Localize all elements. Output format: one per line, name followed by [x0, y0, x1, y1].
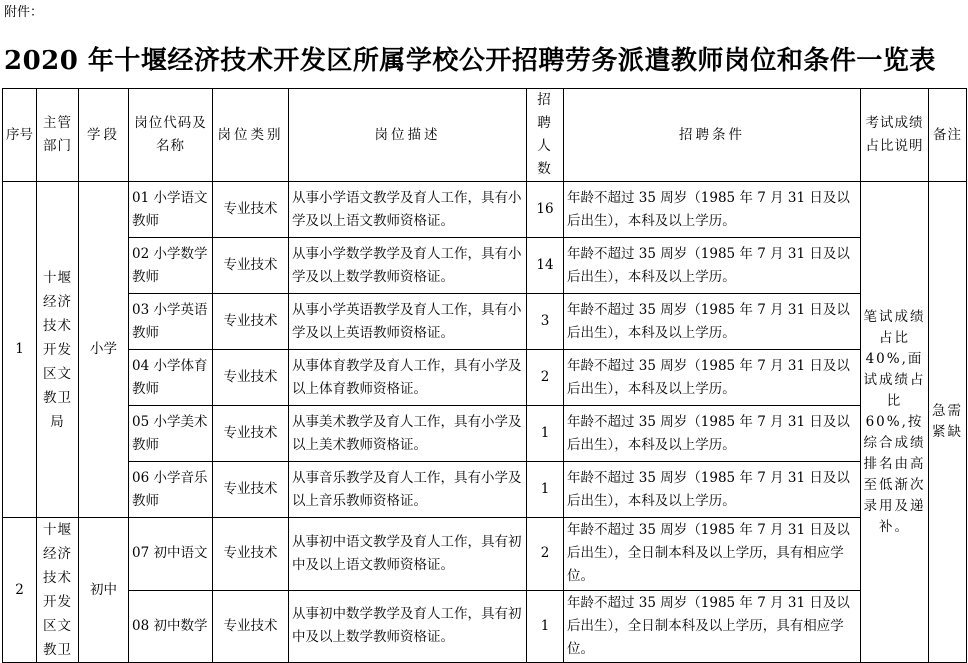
- position-code: 08 初中数学: [129, 590, 213, 663]
- group-stage: 初中: [79, 518, 129, 663]
- position-category: 专业技术: [213, 590, 289, 663]
- group-dept: 十堰经济技术开发区文教卫局: [37, 182, 79, 518]
- table-row: [3, 462, 967, 518]
- position-conditions: 年龄不超过 35 周岁（1985 年 7 月 31 日及以后出生），全日制本科及以上学历，具有相应学位。: [564, 518, 861, 591]
- header-count: 招聘人数: [527, 89, 564, 182]
- position-code: 05 小学美术教师: [129, 406, 213, 462]
- header-position-code: 岗位代码及名称: [129, 89, 213, 182]
- position-conditions: 年龄不超过 35 周岁（1985 年 7 月 31 日及以后出生），本科及以上学历。: [564, 462, 861, 518]
- header-dept: 主管部门: [37, 89, 79, 182]
- position-conditions: 年龄不超过 35 周岁（1985 年 7 月 31 日及以后出生），本科及以上学历。: [564, 182, 861, 238]
- position-count: 14: [527, 238, 564, 294]
- position-description: 从事初中数学教学及育人工作，具有初中及以上数学教师资格证。: [289, 590, 527, 663]
- header-row: [3, 89, 967, 182]
- attachment-label: 附件：: [4, 5, 44, 20]
- group-dept: 十堰经济技术开发区文教卫: [37, 518, 79, 663]
- table-row: [3, 182, 967, 238]
- header-exam-ratio: 考试成绩占比说明: [861, 89, 929, 182]
- position-category: 专业技术: [213, 462, 289, 518]
- position-description: 从事小学语文教学及育人工作，具有小学及以上语文教师资格证。: [289, 182, 527, 238]
- position-count: 3: [527, 294, 564, 350]
- position-description: 从事音乐教学及育人工作，具有小学及以上音乐教师资格证。: [289, 462, 527, 518]
- position-count: 2: [527, 350, 564, 406]
- table-row: [3, 294, 967, 350]
- header-seq: 序号: [3, 89, 37, 182]
- position-count: 1: [527, 406, 564, 462]
- position-count: 1: [527, 590, 564, 663]
- position-code: 07 初中语文: [129, 518, 213, 591]
- position-description: 从事小学数学教学及育人工作，具有小学及以上数学教师资格证。: [289, 238, 527, 294]
- exam-ratio-note: 笔试成绩占比 40%,面试成绩占比 60%,按综合成绩排名由高至低渐次录用及递补。: [861, 182, 929, 663]
- table-row: [3, 350, 967, 406]
- header-category: 岗位类别: [213, 89, 289, 182]
- position-conditions: 年龄不超过 35 周岁（1985 年 7 月 31 日及以后出生），全日制本科及以上学历，具有相应学位。: [564, 590, 861, 663]
- position-conditions: 年龄不超过 35 周岁（1985 年 7 月 31 日及以后出生），本科及以上学历。: [564, 294, 861, 350]
- group-seq: 1: [3, 182, 37, 518]
- position-code: 03 小学英语教师: [129, 294, 213, 350]
- table-row: [3, 518, 967, 591]
- table-row: [3, 238, 967, 294]
- position-description: 从事初中语文教学及育人工作，具有初中及以上语文教师资格证。: [289, 518, 527, 591]
- position-count: 1: [527, 462, 564, 518]
- position-category: 专业技术: [213, 350, 289, 406]
- header-stage: 学段: [79, 89, 129, 182]
- table-row: [3, 406, 967, 462]
- position-category: 专业技术: [213, 518, 289, 591]
- position-description: 从事美术教学及育人工作，具有小学及以上美术教师资格证。: [289, 406, 527, 462]
- positions-table: [2, 88, 967, 663]
- position-code: 06 小学音乐教师: [129, 462, 213, 518]
- header-remarks: 备注: [929, 89, 967, 182]
- page-title: 2020 年十堰经济技术开发区所属学校公开招聘劳务派遣教师岗位和条件一览表: [4, 46, 936, 76]
- position-category: 专业技术: [213, 294, 289, 350]
- group-stage: 小学: [79, 182, 129, 518]
- remarks-note: 急需紧缺: [929, 182, 967, 663]
- group-seq: 2: [3, 518, 37, 663]
- position-category: 专业技术: [213, 238, 289, 294]
- position-category: 专业技术: [213, 406, 289, 462]
- position-count: 16: [527, 182, 564, 238]
- position-conditions: 年龄不超过 35 周岁（1985 年 7 月 31 日及以后出生），本科及以上学历。: [564, 350, 861, 406]
- header-conditions: 招聘条件: [564, 89, 861, 182]
- position-description: 从事小学英语教学及育人工作，具有小学及以上英语教师资格证。: [289, 294, 527, 350]
- position-description: 从事体育教学及育人工作，具有小学及以上体育教师资格证。: [289, 350, 527, 406]
- position-count: 2: [527, 518, 564, 591]
- table-row: [3, 590, 967, 663]
- position-category: 专业技术: [213, 182, 289, 238]
- position-code: 02 小学数学教师: [129, 238, 213, 294]
- position-conditions: 年龄不超过 35 周岁（1985 年 7 月 31 日及以后出生），本科及以上学历。: [564, 406, 861, 462]
- header-description: 岗位描述: [289, 89, 527, 182]
- position-code: 04 小学体育教师: [129, 350, 213, 406]
- position-conditions: 年龄不超过 35 周岁（1985 年 7 月 31 日及以后出生），本科及以上学历。: [564, 238, 861, 294]
- position-code: 01 小学语文教师: [129, 182, 213, 238]
